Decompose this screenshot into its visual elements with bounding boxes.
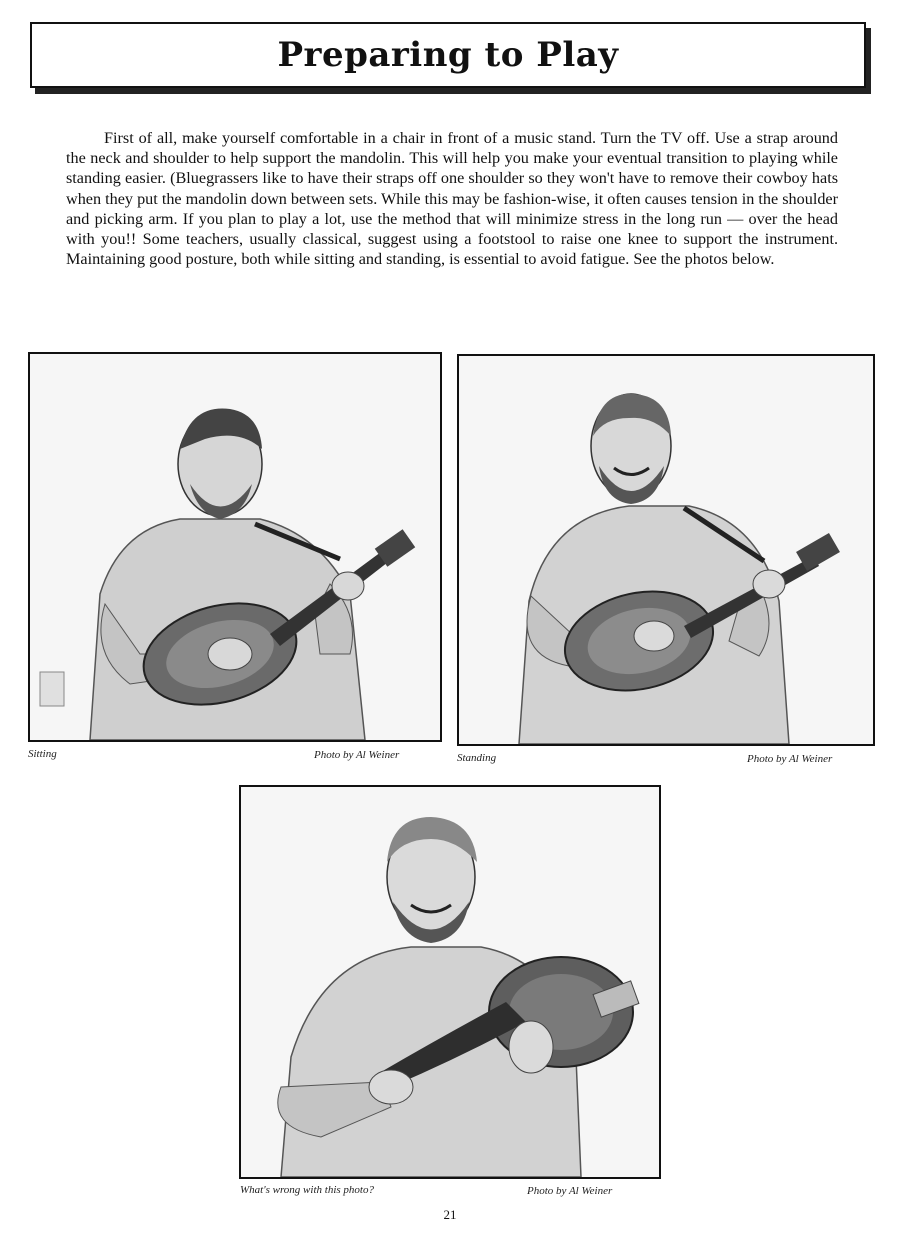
- caption-sitting: Sitting: [28, 748, 57, 760]
- page-title: Preparing to Play: [277, 35, 619, 75]
- credit-sitting: Photo by Al Weiner: [314, 749, 400, 761]
- page-number: 21: [443, 1207, 457, 1222]
- photo-sitting: [28, 352, 442, 742]
- photo-wrong: [239, 785, 661, 1179]
- intro-paragraph: First of all, make yourself comfortable in a chair in front of a music stand. Turn the TV off. Use a strap around the neck and shoulder to help support the mandolin. This will help you make your eventual transition to playing while standing easier. (Bluegrassers like to have their straps off one shoulder so they won't have to remove their cowboy hats when they put the mandolin down between sets. While this may be fashion-wise, it often causes tension in the shoulder and picking arm. If you plan to play a lot, use the method that will minimize stress in the long run — over the head with you!! Some teachers, usually classical, suggest using a footstool to raise one knee to support the instrument. Maintaining good posture, both while sitting and standing, is essential to avoid fatigue. See the photos below.: [66, 129, 838, 269]
- photo-standing: [457, 354, 875, 746]
- credit-standing: Photo by Al Weiner: [747, 753, 833, 765]
- sitting-player-illustration: [30, 354, 440, 740]
- wrong-posture-illustration: [241, 787, 659, 1177]
- credit-wrong: Photo by Al Weiner: [527, 1185, 613, 1197]
- caption-wrong: What's wrong with this photo?: [240, 1184, 374, 1196]
- caption-standing: Standing: [457, 752, 497, 764]
- title-box: [30, 22, 866, 88]
- standing-player-illustration: [459, 356, 873, 744]
